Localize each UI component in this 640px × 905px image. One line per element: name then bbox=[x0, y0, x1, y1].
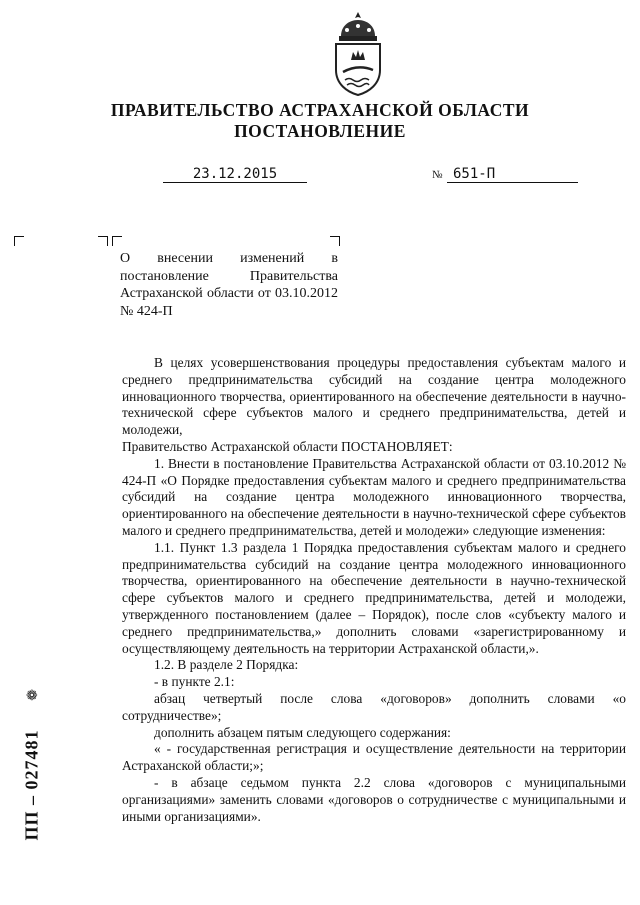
paragraph: дополнить абзацем пятым следующего содержания: bbox=[154, 724, 451, 740]
paragraph: Правительство Астраханской области ПОСТАНОВЛЯЕТ: bbox=[122, 438, 453, 454]
number-label: № bbox=[432, 169, 443, 181]
stamp-number: ПП – 027481 bbox=[21, 729, 42, 841]
document-body bbox=[122, 355, 626, 825]
paragraph: абзац четвертый после слова «договоров» дополнить словами «о сотрудничестве»; bbox=[122, 690, 626, 723]
paragraph: 1.2. В разделе 2 Порядка: bbox=[154, 657, 299, 673]
paragraph: 1.1. Пункт 1.3 раздела 1 Порядка предоставления субъектам малого и среднего предпринимательства субсидий на создание центра молодежного инновационного творчества, ориентированного на обеспечение деятельности в научно-технической сфере субъектов малого и среднего предпринимательства, детей и молодежи, утвержденного постановлением (далее – Порядок), после слов «субъекту малого и среднего предпринимательства,» дополнить словами «зарегистрированному и осуществляющему деятельность на территории Астраханской области,». bbox=[122, 539, 626, 656]
document-number: 651-П bbox=[447, 166, 578, 183]
document-subject: О внесении изменений в постановление Правительства Астраханской области от 03.10.2012 № 424-П bbox=[120, 251, 338, 319]
org-name: ПРАВИТЕЛЬСТВО АСТРАХАНСКОЙ ОБЛАСТИ bbox=[110, 100, 530, 120]
paragraph: - в пункте 2.1: bbox=[154, 674, 235, 690]
flower-ornament-icon: ❁ bbox=[26, 689, 38, 704]
document-type: ПОСТАНОВЛЕНИЕ bbox=[234, 121, 406, 141]
corner-mark bbox=[14, 236, 24, 246]
corner-mark bbox=[98, 236, 108, 246]
paragraph: В целях усовершенствования процедуры предоставления субъектам малого и среднего предпринимательства субсидий на создание центра молодежного инновационного творчества, ориентированного на обеспечение деятельности в научно-технической сфере субъектов малого и среднего предпринимательства, детей и молодежи, bbox=[122, 355, 626, 438]
coat-of-arms-icon bbox=[327, 10, 389, 96]
corner-mark bbox=[330, 236, 340, 246]
document-date: 23.12.2015 bbox=[163, 166, 307, 183]
paragraph: « - государственная регистрация и осуществление деятельности на территории Астраханской области;»; bbox=[122, 741, 626, 774]
corner-mark bbox=[112, 236, 122, 246]
side-stamp bbox=[22, 685, 42, 885]
paragraph: 1. Внести в постановление Правительства Астраханской области от 03.10.2012 № 424-П «О Порядке предоставления субъектам малого и среднего предпринимательства субсидий на создание центра молодежного инновационного творчества, ориентированного на обеспечение деятельности в научно-технической сфере субъектов малого и среднего предпринимательства, детей и молодежи» следующие изменения: bbox=[122, 455, 626, 538]
paragraph: - в абзаце седьмом пункта 2.2 слова «договоров с муниципальными организациями» заменить словами «договоров о сотрудничестве с муниципальными и иными организациями». bbox=[122, 774, 626, 824]
